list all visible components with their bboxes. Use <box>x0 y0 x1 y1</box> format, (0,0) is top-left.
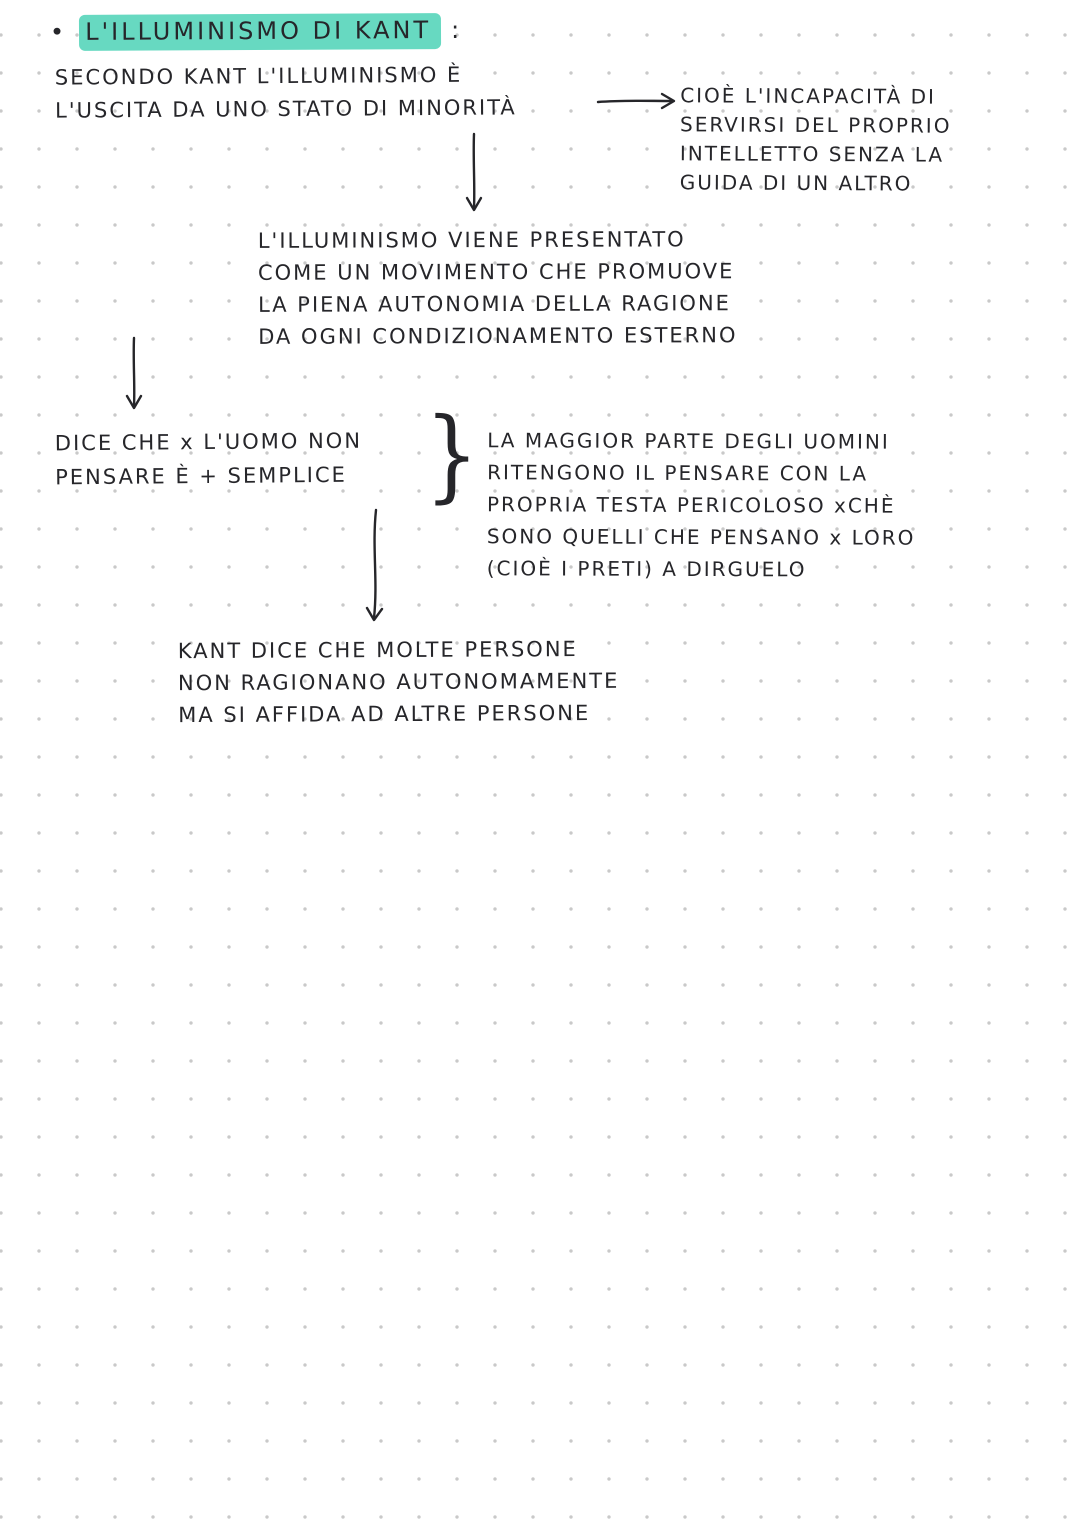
autonomy-line: LA PIENA AUTONOMIA DELLA RAGIONE <box>258 291 731 317</box>
right-claim-line: LA MAGGIOR PARTE DEGLI UOMINI <box>487 428 890 454</box>
right-claim-line: (CIOÈ I PRETI) A DIRGUELO <box>486 556 807 582</box>
autonomy-line: DA OGNI CONDIZIONAMENTO ESTERNO <box>258 323 738 349</box>
conclusion-line: KANT DICE CHE MOLTE PERSONE <box>177 637 578 664</box>
arrow-down-icon <box>458 132 490 218</box>
autonomy-block <box>258 223 738 353</box>
left-claim-block <box>55 424 363 495</box>
side-note-line: CIOÈ L'INCAPACITÀ DI <box>680 83 937 109</box>
side-note-line: SERVIRSI DEL PROPRIO <box>680 112 952 138</box>
note-title <box>50 13 462 49</box>
autonomy-line: L'ILLUMINISMO VIENE PRESENTATO <box>257 227 686 253</box>
intro-line: SECONDO KANT L'ILLUMINISMO È <box>54 62 463 90</box>
conclusion-block <box>178 633 620 731</box>
title-suffix: : <box>451 15 463 44</box>
right-claim-line: PROPRIA TESTA PERICOLOSO xCHÈ <box>486 492 896 518</box>
title-highlight: L'ILLUMINISMO DI KANT <box>79 13 441 51</box>
side-note-line: INTELLETTO SENZA LA <box>679 141 945 167</box>
right-claim-line: SONO QUELLI CHE PENSANO x LORO <box>486 524 916 550</box>
arrow-down-icon <box>118 336 150 416</box>
conclusion-line: MA SI AFFIDA AD ALTRE PERSONE <box>178 700 591 728</box>
right-claim-block <box>487 424 916 585</box>
right-claim-line: RITENGONO IL PENSARE CON LA <box>487 460 869 486</box>
left-claim-line: DICE CHE x L'UOMO NON <box>54 428 363 456</box>
side-note-block <box>680 81 952 198</box>
side-note-line: GUIDA DI UN ALTRO <box>679 170 913 196</box>
arrow-right-icon <box>596 86 682 116</box>
arrow-down-icon <box>358 508 392 628</box>
intro-block <box>55 58 517 127</box>
autonomy-line: COME UN MOVIMENTO CHE PROMUOVE <box>257 259 735 285</box>
left-claim-line: PENSARE È + SEMPLICE <box>55 462 347 490</box>
bullet-icon: • <box>49 17 68 47</box>
intro-line: L'USCITA DA UNO STATO DI MINORITÀ <box>55 95 517 123</box>
curly-brace-icon: } <box>424 396 479 513</box>
conclusion-line: NON RAGIONANO AUTONOMAMENTE <box>177 668 620 696</box>
